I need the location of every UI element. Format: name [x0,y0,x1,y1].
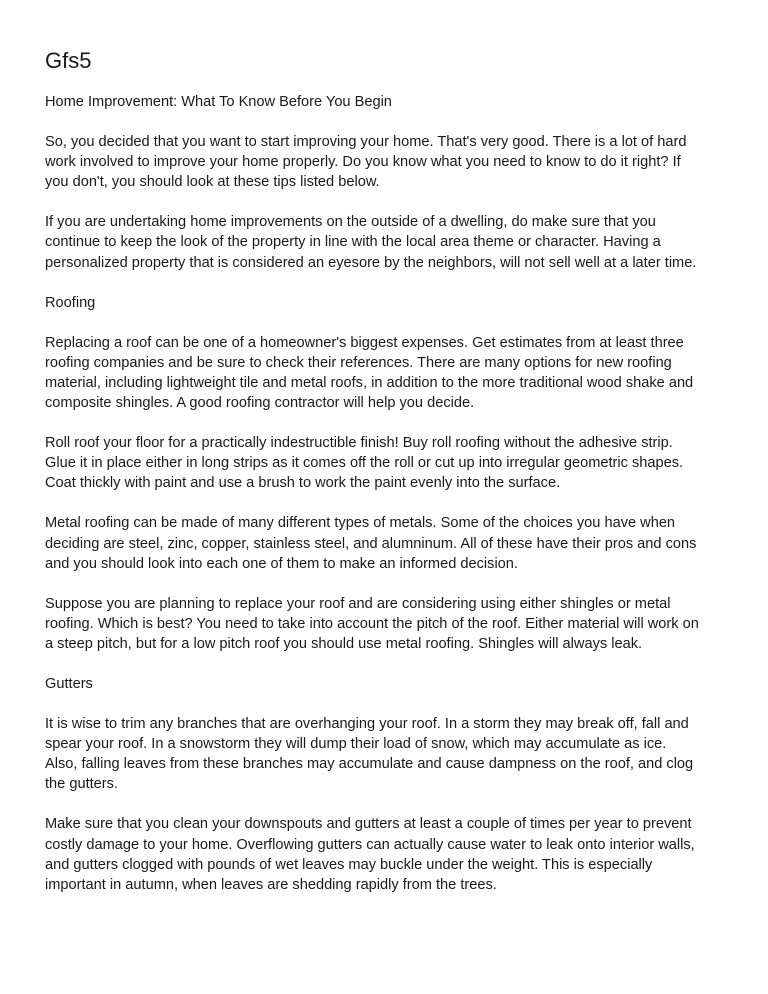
paragraph-line: roofing. Which is best? You need to take into account the pitch of the roof. Either material will work on [45,615,699,632]
section-heading-text: Gutters [45,675,93,692]
paragraph-line: deciding are steel, zinc, copper, stainless steel, and alumninum. All of these have their pros and cons [45,535,697,552]
paragraph [45,513,735,573]
section-heading-text: Roofing [45,294,96,311]
paragraph [45,132,735,192]
paragraph [45,333,735,413]
section-heading-gutters [45,674,735,694]
document-title: Gfs5 [45,48,92,73]
paragraph [45,594,735,654]
paragraph-line: you don't, you should look at these tips listed below. [45,174,380,191]
document-page [45,47,735,915]
paragraph-line: continue to keep the look of the property in line with the local area theme or character. Having a [45,234,661,251]
paragraph-line: It is wise to trim any branches that are overhanging your roof. In a storm they may break off, fall and [45,716,689,733]
document-subtitle: Home Improvement: What To Know Before You Begin [45,94,392,110]
paragraph-line: Replacing a roof can be one of a homeowner's biggest expenses. Get estimates from at least three [45,334,684,351]
paragraph-line: composite shingles. A good roofing contractor will help you decide. [45,395,475,412]
paragraph-line: spear your roof. In a snowstorm they will dump their load of snow, which may accumulate as ice. [45,736,667,753]
paragraph-line: and gutters clogged with pounds of wet leaves may buckle under the weight. This is especially [45,856,653,873]
paragraph-line: Coat thickly with paint and use a brush to work the paint evenly into the surface. [45,475,561,492]
paragraph-line: So, you decided that you want to start improving your home. That's very good. There is a lot of hard [45,134,687,151]
paragraph-line: Metal roofing can be made of many different types of metals. Some of the choices you have when [45,515,676,532]
paragraph-line: a steep pitch, but for a low pitch roof you should use metal roofing. Shingles will always leak. [45,635,643,652]
paragraph-line: material, including lightweight tile and metal roofs, in addition to the more traditional wood shake and [45,374,694,391]
paragraph-line: Roll roof your floor for a practically indestructible finish! Buy roll roofing without the adhesive strip. [45,435,673,452]
section-heading-roofing [45,293,735,313]
paragraph-line: Make sure that you clean your downspouts and gutters at least a couple of times per year to prevent [45,816,692,833]
paragraph [45,714,735,794]
paragraph-line: work involved to improve your home properly. Do you know what you need to know to do it right? If [45,154,681,171]
paragraph-line: personalized property that is considered an eyesore by the neighbors, will not sell well at a later time. [45,254,697,271]
paragraph-line: If you are undertaking home improvements on the outside of a dwelling, do make sure that you [45,214,656,231]
paragraph [45,212,735,272]
paragraph-line: the gutters. [45,776,119,793]
paragraph [45,433,735,493]
paragraph-line: important in autumn, when leaves are shedding rapidly from the trees. [45,876,497,893]
paragraph-line: Suppose you are planning to replace your roof and are considering using either shingles or metal [45,595,671,612]
paragraph-line: costly damage to your home. Overflowing gutters can actually cause water to leak onto interior walls, [45,836,695,853]
paragraph-line: Also, falling leaves from these branches may accumulate and cause dampness on the roof, and clog [45,756,694,773]
paragraph [45,814,735,894]
paragraph-line: roofing companies and be sure to check their references. There are many options for new roofing [45,354,672,371]
paragraph-line: Glue it in place either in long strips as it comes off the roll or cut up into irregular geometric shapes. [45,455,684,472]
paragraph-line: and you should look into each one of them to make an informed decision. [45,555,518,572]
